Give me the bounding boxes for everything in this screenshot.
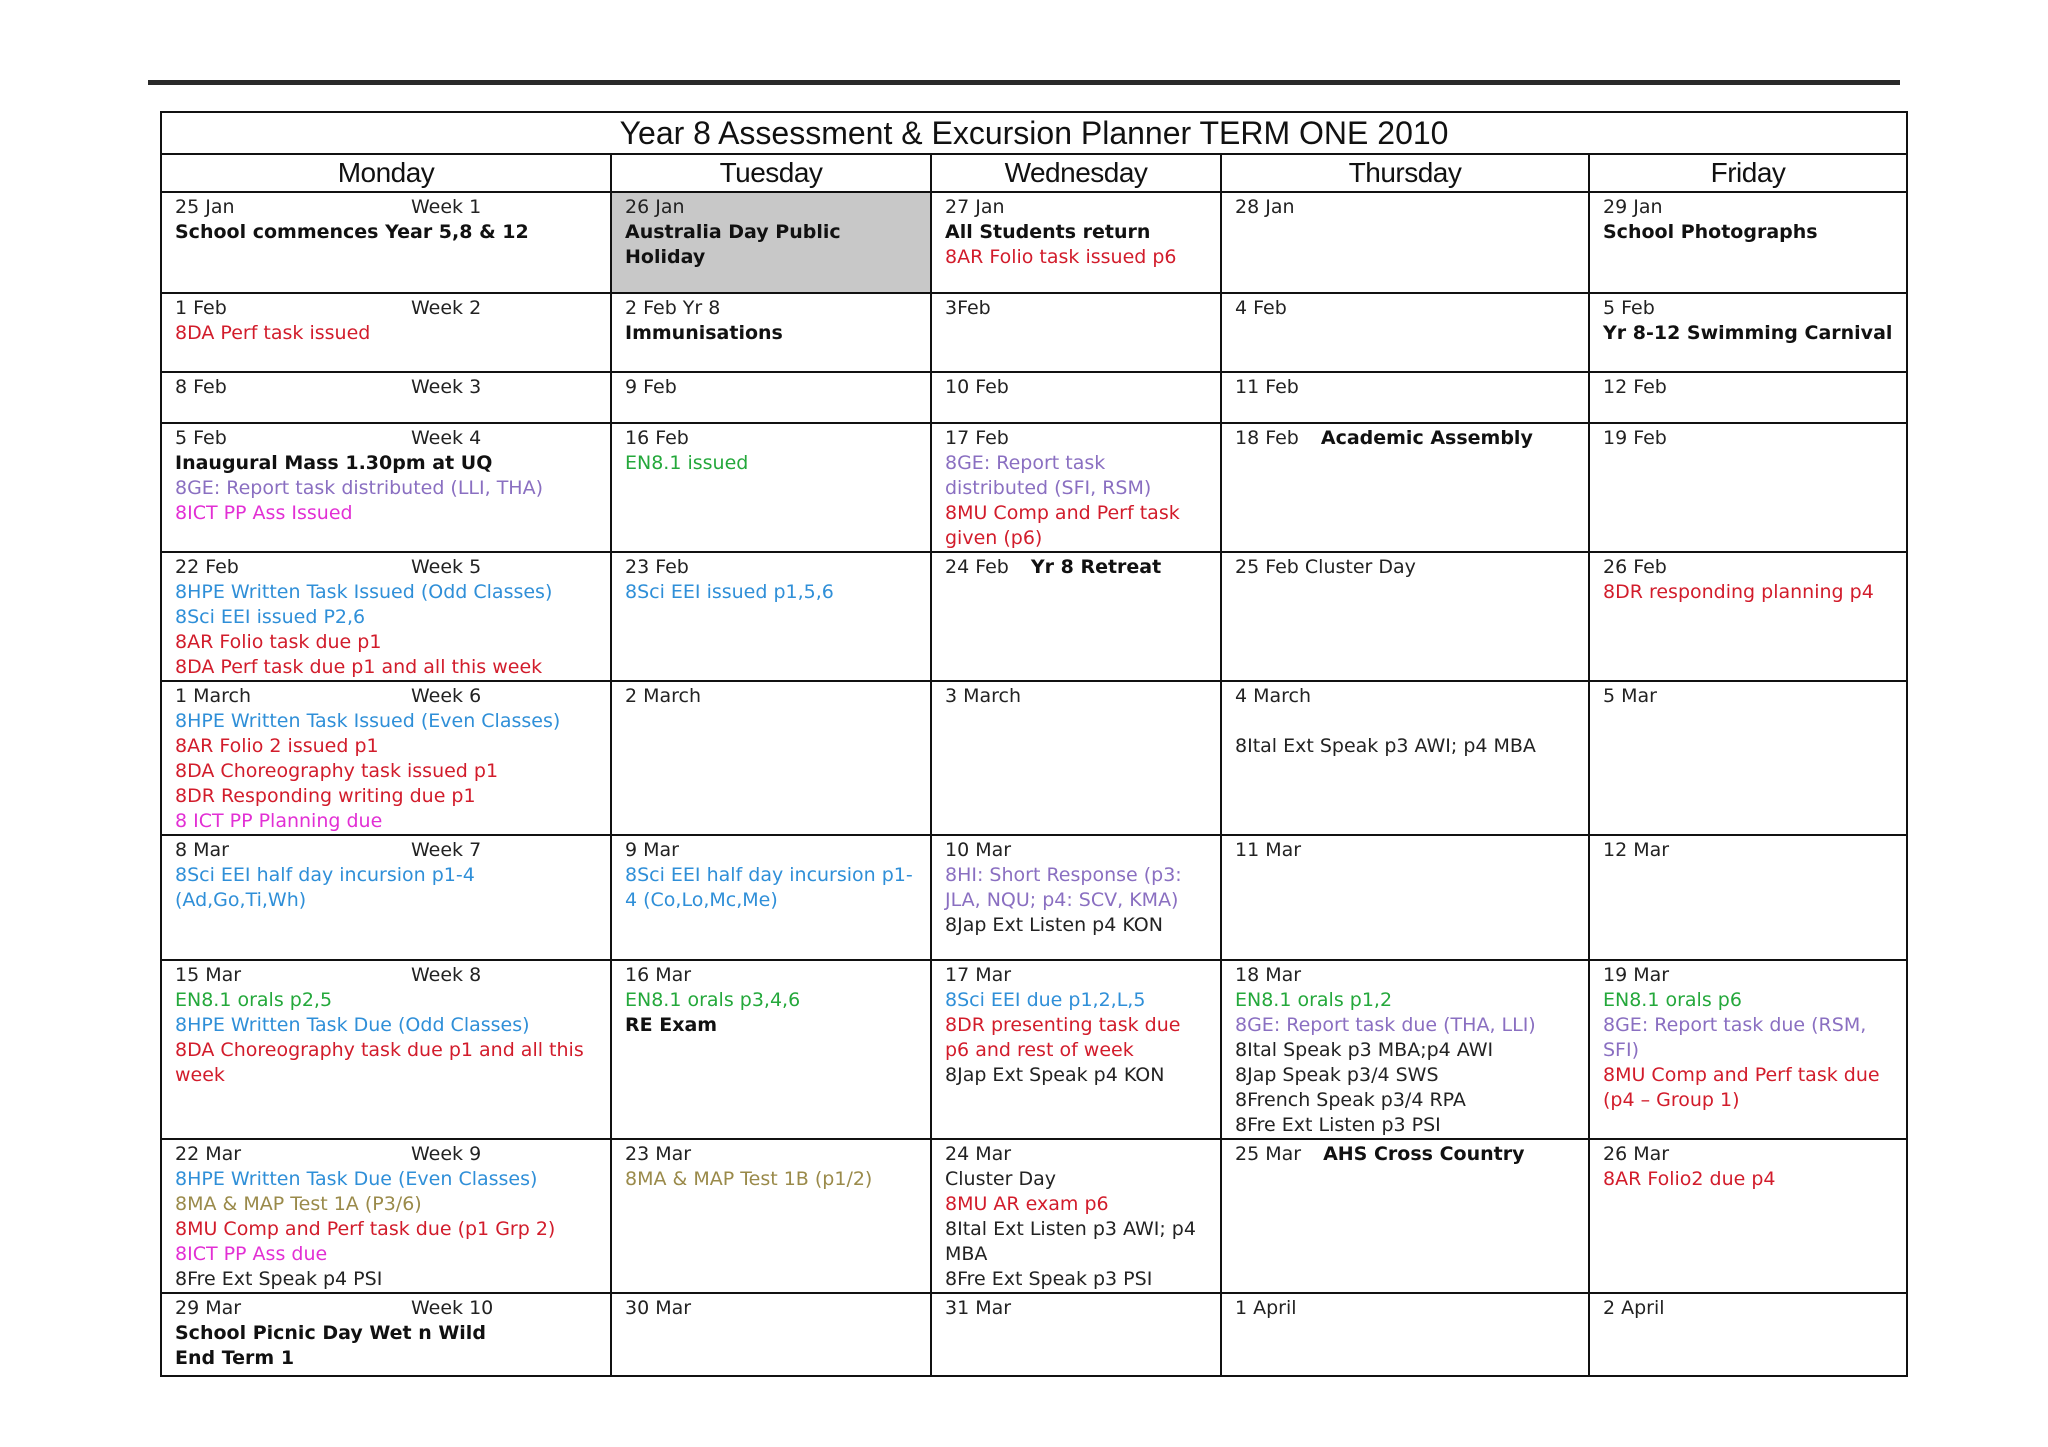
day-cell-thu <box>1221 681 1589 835</box>
date-label: 29 Mar <box>175 1297 242 1319</box>
entry-line: EN8.1 orals p6 <box>1603 989 1742 1011</box>
date-label: 17 Mar <box>945 964 1012 986</box>
date-line <box>625 838 917 863</box>
week-row <box>161 552 1907 681</box>
entry-line: EN8.1 orals p1,2 <box>1235 989 1393 1011</box>
date-label: 4 Feb <box>1235 297 1287 319</box>
day-cell-thu <box>1221 1139 1589 1293</box>
day-cell-mon <box>161 192 611 293</box>
week-label: Week 4 <box>411 427 482 449</box>
entry-line: 8DA Choreography task issued p1 <box>175 760 499 782</box>
day-cell-thu <box>1221 423 1589 552</box>
date-line <box>1235 1142 1575 1167</box>
date-line <box>1235 195 1575 220</box>
day-cell-fri <box>1589 423 1907 552</box>
entry-line: 8French Speak p3/4 RPA <box>1235 1089 1466 1111</box>
entry-line: 8Sci EEI due p1,2,L,5 <box>945 989 1146 1011</box>
date-label: 25 Jan <box>175 196 235 218</box>
entry-line: 8HPE Written Task Issued (Odd Classes) <box>175 581 553 603</box>
date-line <box>175 684 597 709</box>
day-cell-fri <box>1589 1139 1907 1293</box>
date-label: 9 Mar <box>625 839 679 861</box>
date-label: 22 Mar <box>175 1143 242 1165</box>
date-line <box>945 1142 1207 1167</box>
day-cell-tue <box>611 423 931 552</box>
date-line <box>625 555 917 580</box>
day-cell-wed <box>931 552 1221 681</box>
date-label: 3Feb <box>945 297 991 319</box>
entry-line: 8Sci EEI issued p1,5,6 <box>625 581 834 603</box>
day-cell-mon <box>161 835 611 960</box>
event-label: Academic Assembly <box>1320 427 1533 449</box>
date-label: 9 Feb <box>625 376 677 398</box>
week-row <box>161 293 1907 372</box>
week-label: Week 1 <box>411 196 482 218</box>
entry-line: School commences Year 5,8 & 12 <box>175 221 529 243</box>
date-line <box>1603 684 1893 709</box>
date-label: 15 Mar <box>175 964 242 986</box>
entry-line: 8AR Folio 2 issued p1 <box>175 735 379 757</box>
date-label: 2 April <box>1603 1297 1665 1319</box>
day-cell-tue <box>611 372 931 423</box>
date-line <box>1235 838 1575 863</box>
date-line <box>1603 426 1893 451</box>
entry-line: 8ICT PP Ass due <box>175 1243 328 1265</box>
date-label: 18 Feb <box>1235 427 1299 449</box>
date-label: 5 Feb <box>175 427 227 449</box>
day-cell-wed <box>931 960 1221 1139</box>
entry-line: 8MU Comp and Perf task given (p6) <box>945 502 1180 549</box>
entry-line: 8Jap Speak p3/4 SWS <box>1235 1064 1439 1086</box>
date-label: 2 March <box>625 685 702 707</box>
entry-line: 8MU Comp and Perf task due (p1 Grp 2) <box>175 1218 556 1240</box>
date-line <box>625 1296 917 1321</box>
day-cell-tue <box>611 192 931 293</box>
entry-line: 8Ital Speak p3 MBA;p4 AWI <box>1235 1039 1494 1061</box>
planner-table <box>160 111 1908 1377</box>
date-line <box>1235 296 1575 321</box>
entry-line: 8AR Folio task issued p6 <box>945 246 1177 268</box>
week-label: Week 9 <box>411 1143 482 1165</box>
date-label: 30 Mar <box>625 1297 692 1319</box>
date-label: 25 Mar <box>1235 1143 1302 1165</box>
day-cell-thu <box>1221 960 1589 1139</box>
entry-line: Australia Day Public Holiday <box>625 221 841 268</box>
entry-line: 8MA & MAP Test 1B (p1/2) <box>625 1168 873 1190</box>
day-cell-fri <box>1589 681 1907 835</box>
day-cell-fri <box>1589 1293 1907 1376</box>
date-line <box>175 963 597 988</box>
entry-line: 8Fre Ext Listen p3 PSI <box>1235 1114 1441 1136</box>
week-label: Week 8 <box>411 964 482 986</box>
date-line <box>1603 963 1893 988</box>
date-line <box>175 195 597 220</box>
date-label: 26 Jan <box>625 196 685 218</box>
day-cell-wed <box>931 1293 1221 1376</box>
entry-line: 8DR Responding writing due p1 <box>175 785 476 807</box>
day-cell-fri <box>1589 835 1907 960</box>
week-label: Week 6 <box>411 685 482 707</box>
date-label: 4 March <box>1235 685 1312 707</box>
entry-line: RE Exam <box>625 1014 718 1036</box>
entry-line: 8DA Perf task issued <box>175 322 371 344</box>
entry-line: 8AR Folio2 due p4 <box>1603 1168 1776 1190</box>
entry-line: School Photographs <box>1603 221 1818 243</box>
date-label: 31 Mar <box>945 1297 1012 1319</box>
date-label: 8 Mar <box>175 839 229 861</box>
week-label: Week 2 <box>411 297 482 319</box>
date-label: 19 Feb <box>1603 427 1667 449</box>
entry-line <box>1235 709 1575 734</box>
date-label: 16 Feb <box>625 427 689 449</box>
date-label: 24 Mar <box>945 1143 1012 1165</box>
planner-title: Year 8 Assessment & Excursion Planner TERM ONE 2010 <box>161 112 1907 154</box>
entry-line: 8DA Choreography task due p1 and all this week <box>175 1039 584 1086</box>
date-line <box>1603 555 1893 580</box>
date-line <box>1603 195 1893 220</box>
date-line <box>945 375 1207 400</box>
entry-line: 8Fre Ext Speak p3 PSI <box>945 1268 1153 1290</box>
day-cell-tue <box>611 293 931 372</box>
date-line <box>1603 1142 1893 1167</box>
date-line <box>175 375 597 400</box>
date-label: 10 Mar <box>945 839 1012 861</box>
date-label: 23 Feb <box>625 556 689 578</box>
date-label: 1 March <box>175 685 252 707</box>
entry-line: EN8.1 orals p3,4,6 <box>625 989 801 1011</box>
date-line <box>945 296 1207 321</box>
day-header-wednesday: Wednesday <box>931 154 1221 192</box>
date-label: 8 Feb <box>175 376 227 398</box>
date-line <box>625 375 917 400</box>
date-label: 5 Mar <box>1603 685 1657 707</box>
day-cell-fri <box>1589 372 1907 423</box>
date-line <box>625 684 917 709</box>
entry-line: 8Ital Ext Listen p3 AWI; p4 MBA <box>945 1218 1196 1265</box>
week-row <box>161 681 1907 835</box>
week-row <box>161 372 1907 423</box>
date-line <box>1235 1296 1575 1321</box>
day-cell-wed <box>931 423 1221 552</box>
entry-line: EN8.1 issued <box>625 452 749 474</box>
date-line <box>945 426 1207 451</box>
week-row <box>161 423 1907 552</box>
entry-line: 8Sci EEI half day incursion p1-4 (Ad,Go,Ti,Wh) <box>175 864 475 911</box>
date-line <box>625 296 917 321</box>
entry-line: 8Sci EEI half day incursion p1-4 (Co,Lo,Mc,Me) <box>625 864 913 911</box>
entry-line: Immunisations <box>625 322 783 344</box>
date-label: 26 Mar <box>1603 1143 1670 1165</box>
entry-line: 8Ital Ext Speak p3 AWI; p4 MBA <box>1235 735 1536 757</box>
entry-line: 8DR presenting task due p6 and rest of week <box>945 1014 1181 1061</box>
entry-line: 8Sci EEI issued P2,6 <box>175 606 366 628</box>
date-line <box>175 426 597 451</box>
date-line <box>945 195 1207 220</box>
entry-line: 8Jap Ext Speak p4 KON <box>945 1064 1165 1086</box>
date-line <box>945 838 1207 863</box>
date-line <box>625 195 917 220</box>
entry-line: 8GE: Report task due (THA, LLI) <box>1235 1014 1536 1036</box>
date-label: 29 Jan <box>1603 196 1663 218</box>
week-label: Week 10 <box>411 1297 494 1319</box>
date-line <box>1603 838 1893 863</box>
day-cell-mon <box>161 1293 611 1376</box>
day-cell-mon <box>161 293 611 372</box>
date-label: 1 April <box>1235 1297 1297 1319</box>
entry-line: School Picnic Day Wet n Wild <box>175 1322 486 1344</box>
week-row <box>161 1139 1907 1293</box>
event-label: AHS Cross Country <box>1323 1143 1525 1165</box>
date-label: 2 Feb Yr 8 <box>625 297 721 319</box>
date-line <box>945 1296 1207 1321</box>
date-line <box>1235 684 1575 709</box>
day-cell-fri <box>1589 293 1907 372</box>
day-cell-mon <box>161 1139 611 1293</box>
day-header-thursday: Thursday <box>1221 154 1589 192</box>
date-label: 12 Mar <box>1603 839 1670 861</box>
date-line <box>1235 426 1575 451</box>
date-line <box>1235 375 1575 400</box>
date-line <box>1603 1296 1893 1321</box>
day-cell-wed <box>931 681 1221 835</box>
date-label: 17 Feb <box>945 427 1009 449</box>
day-cell-mon <box>161 552 611 681</box>
day-cell-thu <box>1221 192 1589 293</box>
day-cell-thu <box>1221 552 1589 681</box>
date-line <box>945 684 1207 709</box>
day-cell-tue <box>611 835 931 960</box>
day-cell-tue <box>611 681 931 835</box>
day-cell-mon <box>161 681 611 835</box>
date-line <box>625 963 917 988</box>
date-label: 12 Feb <box>1603 376 1667 398</box>
entry-line: 8HPE Written Task Due (Odd Classes) <box>175 1014 530 1036</box>
date-label: 28 Jan <box>1235 196 1295 218</box>
entry-line: 8MA & MAP Test 1A (P3/6) <box>175 1193 422 1215</box>
date-label: 10 Feb <box>945 376 1009 398</box>
week-row <box>161 835 1907 960</box>
date-line <box>1235 963 1575 988</box>
date-label: 18 Mar <box>1235 964 1302 986</box>
day-header-row <box>161 154 1907 192</box>
entry-line: 8GE: Report task distributed (LLI, THA) <box>175 477 544 499</box>
entry-line: Inaugural Mass 1.30pm at UQ <box>175 452 493 474</box>
day-cell-thu <box>1221 1293 1589 1376</box>
entry-line: 8ICT PP Ass Issued <box>175 502 353 524</box>
date-label: 1 Feb <box>175 297 227 319</box>
date-line <box>175 555 597 580</box>
entry-line: 8 ICT PP Planning due <box>175 810 383 832</box>
date-line <box>1603 296 1893 321</box>
date-line <box>625 426 917 451</box>
day-cell-tue <box>611 552 931 681</box>
day-header-friday: Friday <box>1589 154 1907 192</box>
entry-line: 8HI: Short Response (p3: JLA, NQU; p4: SCV, KMA) <box>945 864 1182 911</box>
date-label: 5 Feb <box>1603 297 1655 319</box>
entry-line: 8MU AR exam p6 <box>945 1193 1109 1215</box>
date-label: 11 Feb <box>1235 376 1299 398</box>
week-label: Week 5 <box>411 556 482 578</box>
date-line <box>175 838 597 863</box>
date-line <box>175 296 597 321</box>
date-line <box>945 555 1207 580</box>
week-row <box>161 192 1907 293</box>
day-cell-mon <box>161 960 611 1139</box>
day-cell-thu <box>1221 372 1589 423</box>
entry-line: End Term 1 <box>175 1347 295 1369</box>
entry-line: Cluster Day <box>945 1168 1056 1190</box>
day-cell-fri <box>1589 552 1907 681</box>
day-cell-wed <box>931 1139 1221 1293</box>
week-row <box>161 960 1907 1139</box>
day-cell-tue <box>611 960 931 1139</box>
date-line <box>945 963 1207 988</box>
date-label: 24 Feb <box>945 556 1009 578</box>
day-cell-tue <box>611 1139 931 1293</box>
day-cell-mon <box>161 372 611 423</box>
day-header-tuesday: Tuesday <box>611 154 931 192</box>
date-line <box>625 1142 917 1167</box>
entry-line: 8GE: Report task distributed (SFI, RSM) <box>945 452 1152 499</box>
day-cell-wed <box>931 293 1221 372</box>
entry-line: 8HPE Written Task Issued (Even Classes) <box>175 710 561 732</box>
entry-line: 8MU Comp and Perf task due (p4 – Group 1) <box>1603 1064 1880 1111</box>
date-label: 3 March <box>945 685 1022 707</box>
day-cell-wed <box>931 835 1221 960</box>
date-label: 27 Jan <box>945 196 1005 218</box>
day-cell-fri <box>1589 192 1907 293</box>
day-header-monday: Monday <box>161 154 611 192</box>
entry-line: 8GE: Report task due (RSM, SFI) <box>1603 1014 1867 1061</box>
day-cell-thu <box>1221 835 1589 960</box>
date-line <box>175 1296 597 1321</box>
entry-line: 8Fre Ext Speak p4 PSI <box>175 1268 383 1290</box>
week-row <box>161 1293 1907 1376</box>
top-rule <box>148 80 1900 85</box>
entry-line: 8Jap Ext Listen p4 KON <box>945 914 1163 936</box>
entry-line: 8DA Perf task due p1 and all this week <box>175 656 543 678</box>
day-cell-wed <box>931 192 1221 293</box>
day-cell-fri <box>1589 960 1907 1139</box>
entry-line: 8DR responding planning p4 <box>1603 581 1874 603</box>
date-label: 11 Mar <box>1235 839 1302 861</box>
entry-line: 8AR Folio task due p1 <box>175 631 382 653</box>
entry-line: All Students return <box>945 221 1151 243</box>
week-label: Week 3 <box>411 376 482 398</box>
date-line <box>1603 375 1893 400</box>
day-cell-tue <box>611 1293 931 1376</box>
entry-line: Yr 8-12 Swimming Carnival <box>1603 322 1893 344</box>
week-label: Week 7 <box>411 839 482 861</box>
date-label: 22 Feb <box>175 556 239 578</box>
date-label: 16 Mar <box>625 964 692 986</box>
day-cell-mon <box>161 423 611 552</box>
date-label: 25 Feb Cluster Day <box>1235 556 1416 578</box>
entry-line: 8HPE Written Task Due (Even Classes) <box>175 1168 538 1190</box>
date-label: 26 Feb <box>1603 556 1667 578</box>
date-label: 19 Mar <box>1603 964 1670 986</box>
date-line <box>175 1142 597 1167</box>
event-label: Yr 8 Retreat <box>1030 556 1162 578</box>
entry-line: EN8.1 orals p2,5 <box>175 989 333 1011</box>
day-cell-wed <box>931 372 1221 423</box>
day-cell-thu <box>1221 293 1589 372</box>
date-label: 23 Mar <box>625 1143 692 1165</box>
date-line <box>1235 555 1575 580</box>
